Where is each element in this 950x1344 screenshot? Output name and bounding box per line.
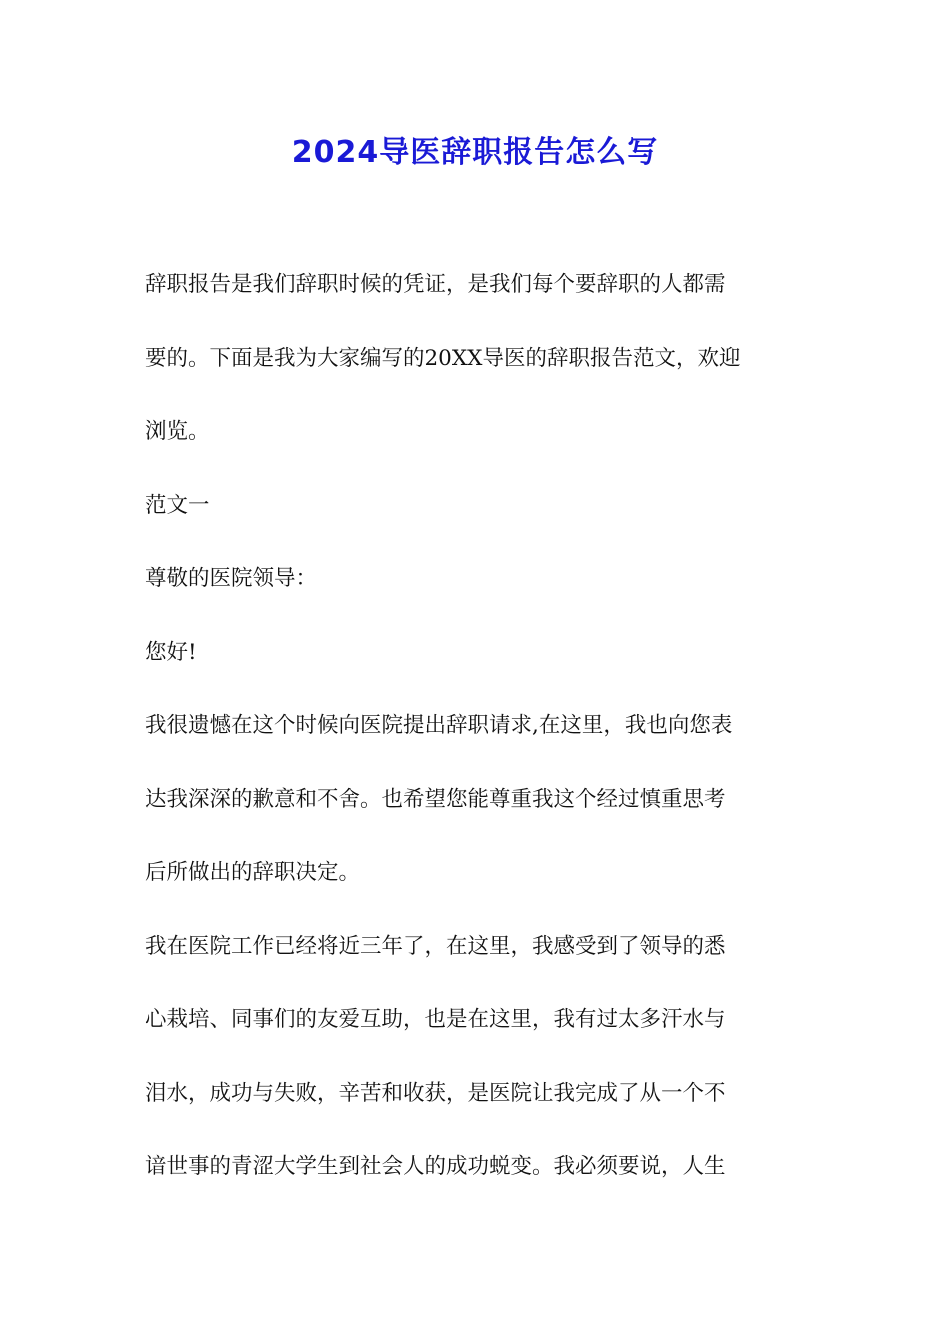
body-line: 心栽培、同事们的友爱互助，也是在这里，我有过太多汗水与	[145, 1007, 726, 1032]
body-line: 我很遗憾在这个时候向医院提出辞职请求,在这里，我也向您表	[145, 713, 733, 738]
salutation: 尊敬的医院领导：	[145, 566, 318, 591]
body-line: 浏览。	[145, 419, 210, 444]
document-body	[145, 261, 810, 1217]
body-line: 达我深深的歉意和不舍。也希望您能尊重我这个经过慎重思考	[145, 786, 726, 812]
document-title: 2024导医辞职报告怎么写	[291, 135, 659, 170]
greeting: 您好!	[145, 639, 197, 665]
section-heading: 范文一	[145, 492, 210, 518]
body-line: 我在医院工作已经将近三年了，在这里，我感受到了领导的悉	[145, 933, 726, 959]
body-line: 泪水，成功与失败，辛苦和收获，是医院让我完成了从一个不	[145, 1080, 726, 1106]
body-line: 辞职报告是我们辞职时候的凭证，是我们每个要辞职的人都需	[145, 272, 726, 297]
body-line: 后所做出的辞职决定。	[145, 860, 361, 885]
body-line: 谙世事的青涩大学生到社会人的成功蜕变。我必须要说，人生	[145, 1154, 726, 1179]
body-line: 要的。下面是我为大家编写的20XX导医的辞职报告范文，欢迎	[145, 345, 741, 371]
